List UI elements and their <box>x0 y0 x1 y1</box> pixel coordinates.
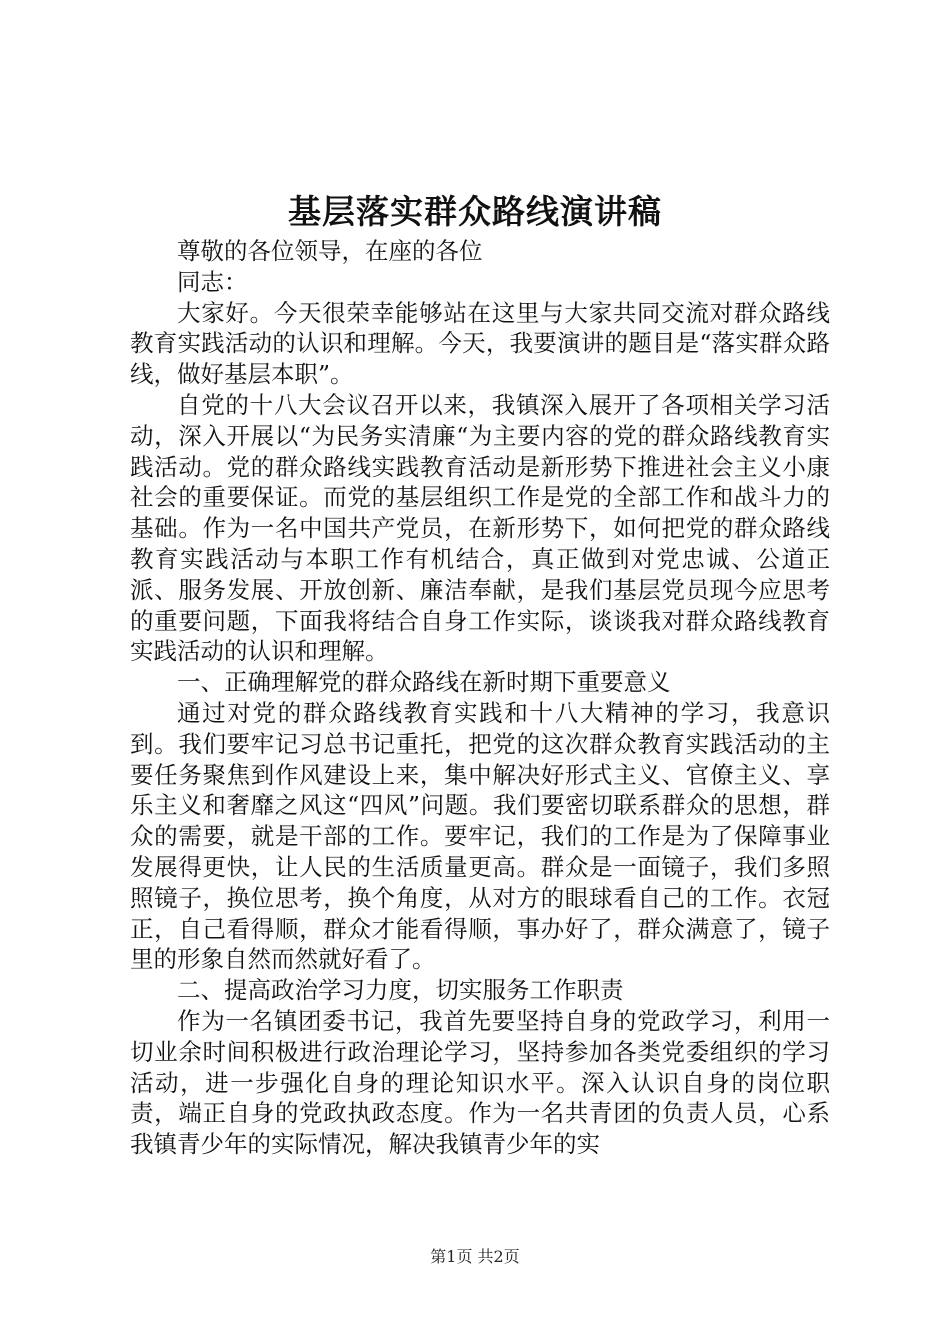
body-paragraph: 作为一名镇团委书记，我首先要坚持自身的党政学习，利用一切业余时间积极进行政治理论学习，坚持参加各类党委组织的学习活动，进一步强化自身的理论知识水平。深入认识自身的岗位职责，端正自身的党政执政态度。作为一名共青团的负责人员，心系我镇青少年的实际情况，解决我镇青少年的实 <box>130 1006 830 1159</box>
salutation-line: 尊敬的各位领导，在座的各位 <box>177 237 483 265</box>
body-paragraph: 大家好。今天很荣幸能够站在这里与大家共同交流对群众路线教育实践活动的认识和理解。今天，我要演讲的题目是“落实群众路线，做好基层本职”。 <box>130 298 830 389</box>
body-paragraph: 通过对党的群众路线教育实践和十八大精神的学习，我意识到。我们要牢记习总书记重托，把党的这次群众教育实践活动的主要任务聚焦到作风建设上来，集中解决好形式主义、官僚主义、享乐主义和奢靡之风这“四风”问题。我们要密切联系群众的思想，群众的需要，就是干部的工作。要牢记，我们的工作是为了保障事业发展得更快，让人民的生活质量更高。群众是一面镜子，我们多照照镜子，换位思考，换个角度，从对方的眼球看自己的工作。衣冠正，自己看得顺，群众才能看得顺，事办好了，群众满意了，镜子里的形象自然而然就好看了。 <box>130 698 830 974</box>
document-title: 基层落实群众路线演讲稿 <box>288 192 662 231</box>
section-heading: 一、正确理解党的群众路线在新时期下重要意义 <box>177 668 671 697</box>
page-number-footer: 第1页 共2页 <box>430 1247 520 1266</box>
salutation-line: 同志： <box>177 267 248 296</box>
section-heading: 二、提高政治学习力度，切实服务工作职责 <box>177 976 624 1005</box>
document-body <box>130 236 830 1160</box>
body-paragraph: 自党的十八大会议召开以来，我镇深入展开了各项相关学习活动，深入开展以“为民务实清廉“为主要内容的党的群众路线教育实践活动。党的群众路线实践教育活动是新形势下推进社会主义小康社会的重要保证。而党的基层组织工作是党的全部工作和战斗力的基础。作为一名中国共产党员，在新形势下，如何把党的群众路线教育实践活动与本职工作有机结合，真正做到对党忠诚、公道正派、服务发展、开放创新、廉洁奉献，是我们基层党员现今应思考的重要问题，下面我将结合自身工作实际，谈谈我对群众路线教育实践活动的认识和理解。 <box>130 390 830 666</box>
